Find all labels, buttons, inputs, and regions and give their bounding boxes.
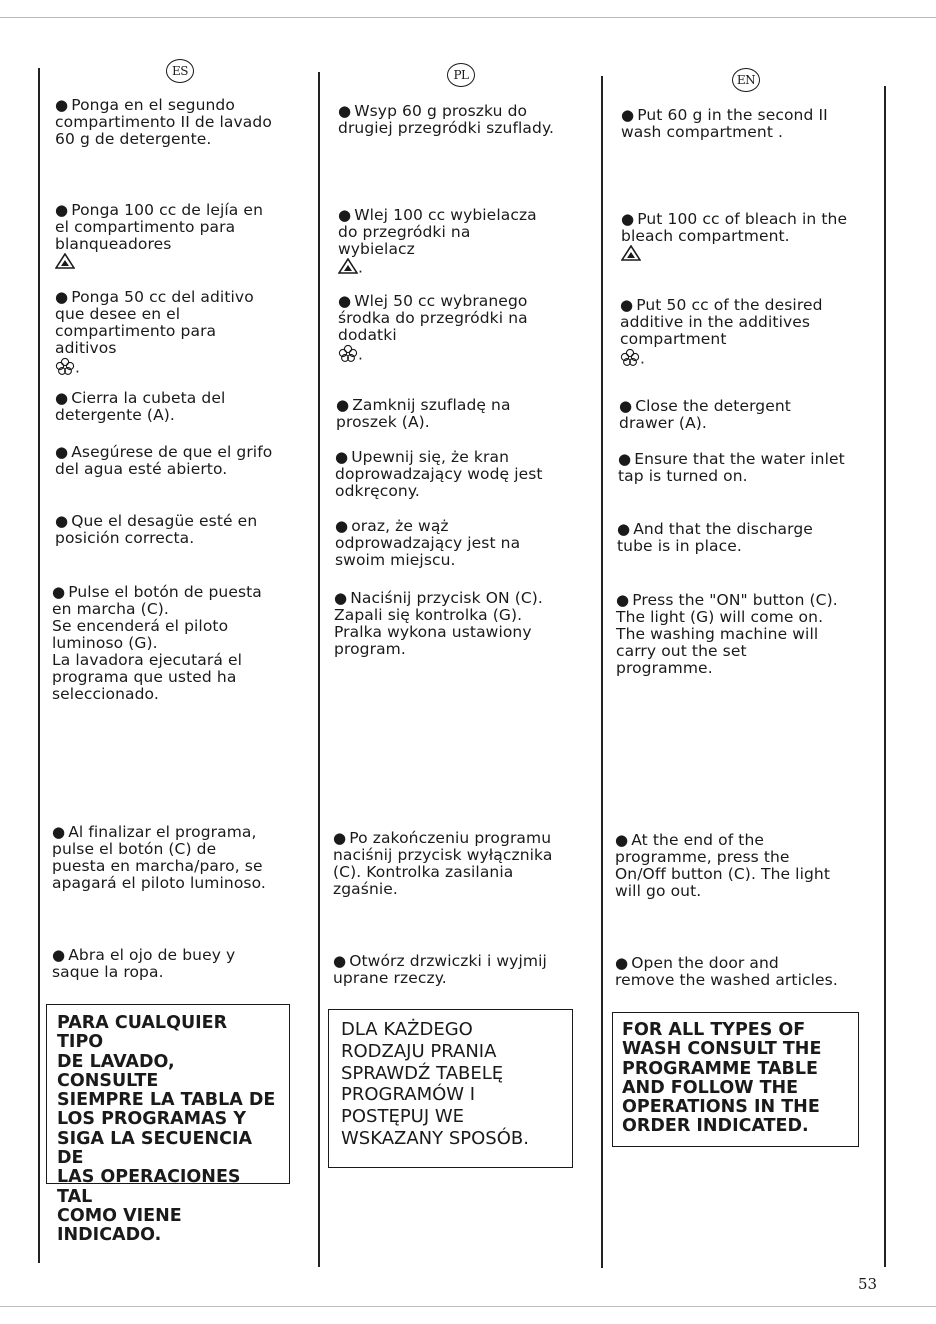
page-number: 53: [858, 1275, 878, 1293]
es-step-6: ● Que el desagüe esté en posición correcta.: [55, 512, 258, 547]
pl-step-1: ● Wsyp 60 g proszku do drugiej przegródki szuflady.: [338, 102, 555, 137]
en-step-3: ● Put 50 cc of the desired additive in the additives compartment .: [620, 297, 823, 370]
bullet-icon: ●: [616, 591, 630, 609]
es-step-2: ● Ponga 100 cc de lejía en el compartimento para blanqueadores: [55, 202, 263, 273]
bullet-icon: ●: [615, 954, 629, 972]
bullet-icon: ●: [55, 201, 69, 219]
bullet-icon: ●: [55, 512, 69, 530]
bleach-warning-icon: [55, 253, 75, 273]
pl-notice-box: DLA KAŻDEGO RODZAJU PRANIA SPRAWDŹ TABELĘ PROGRAMÓW I POSTĘPUJ WE WSKAZANY SPOSÓB.: [328, 1009, 573, 1168]
bullet-icon: ●: [335, 517, 349, 535]
en-step-1: ● Put 60 g in the second II wash compartment .: [621, 106, 828, 141]
es-step-7: ● Pulse el botón de puesta en marcha (C). Se encenderá el piloto luminoso (G). La lavadora ejecutará el programa que usted ha seleccionado.: [52, 583, 262, 703]
bullet-icon: ●: [55, 389, 69, 407]
bullet-icon: ●: [333, 829, 347, 847]
bullet-icon: ●: [55, 443, 69, 461]
pl-step-4: ● Zamknij szufladę na proszek (A).: [336, 396, 511, 431]
language-badge-pl: PL: [447, 63, 475, 87]
bullet-icon: ●: [338, 102, 352, 120]
column-rule-en: [601, 76, 603, 1268]
column-rule-pl: [318, 72, 320, 1267]
es-notice-box: PARA CUALQUIER TIPO DE LAVADO, CONSULTE SIEMPRE LA TABLA DE LOS PROGRAMAS Y SIGA LA SECUENCIA DE LAS OPERACIONES TAL COMO VIENE INDICADO.: [46, 1004, 290, 1184]
bullet-icon: ●: [621, 210, 635, 228]
column-rule-right: [884, 86, 886, 1267]
bullet-icon: ●: [52, 946, 66, 964]
bullet-icon: ●: [338, 206, 352, 224]
bleach-warning-icon: [338, 258, 358, 278]
bullet-icon: ●: [619, 397, 633, 415]
pl-step-6: ● oraz, że wąż odprowadzający jest na swoim miejscu.: [335, 517, 521, 569]
pl-step-9: ● Otwórz drzwiczki i wyjmij uprane rzeczy.: [333, 952, 547, 987]
bullet-icon: ●: [333, 952, 347, 970]
language-badge-es: ES: [166, 59, 194, 83]
pl-step-5: ● Upewnij się, że kran doprowadzający wodę jest odkręcony.: [335, 448, 543, 500]
flower-additive-icon: [55, 357, 75, 379]
en-notice-box: FOR ALL TYPES OF WASH CONSULT THE PROGRAMME TABLE AND FOLLOW THE OPERATIONS IN THE ORDER INDICATED.: [612, 1012, 859, 1147]
en-step-4: ● Close the detergent drawer (A).: [619, 397, 791, 432]
pl-step-8: ● Po zakończeniu programu naciśnij przycisk wyłącznika (C). Kontrolka zasilania zgaśnie.: [333, 829, 553, 898]
es-step-1: ● Ponga en el segundo compartimento II de lavado 60 g de detergente.: [55, 96, 272, 148]
pl-step-2: ● Wlej 100 cc wybielacza do przegródki na wybielacz .: [338, 206, 537, 277]
bullet-icon: ●: [338, 292, 352, 310]
en-step-6: ● And that the discharge tube is in place.: [617, 520, 813, 555]
flower-additive-icon: [620, 348, 640, 370]
bullet-icon: ●: [336, 396, 350, 414]
es-step-5: ● Asegúrese de que el grifo del agua esté abierto.: [55, 443, 273, 478]
en-step-2: ● Put 100 cc of bleach in the bleach compartment.: [621, 211, 847, 265]
bullet-icon: ●: [55, 96, 69, 114]
top-edge-line: [0, 17, 936, 18]
bullet-icon: ●: [615, 831, 629, 849]
pl-step-3: ● Wlej 50 cc wybranego środka do przegródki na dodatki .: [338, 293, 528, 366]
bullet-icon: ●: [617, 520, 631, 538]
en-step-5: ● Ensure that the water inlet tap is turned on.: [618, 450, 845, 485]
bullet-icon: ●: [52, 583, 66, 601]
es-step-4: ● Cierra la cubeta del detergente (A).: [55, 389, 226, 424]
bleach-warning-icon: [621, 245, 641, 265]
en-step-9: ● Open the door and remove the washed articles.: [615, 954, 838, 989]
es-step-8: ● Al finalizar el programa, pulse el botón (C) de puesta en marcha/paro, se apagará el piloto luminoso.: [52, 823, 266, 892]
en-step-8: ● At the end of the programme, press the On/Off button (C). The light will go out.: [615, 831, 831, 900]
flower-additive-icon: [338, 344, 358, 366]
language-badge-en: EN: [732, 68, 760, 92]
bullet-icon: ●: [55, 288, 69, 306]
bullet-icon: ●: [621, 106, 635, 124]
bottom-edge-line: [0, 1306, 936, 1307]
bullet-icon: ●: [335, 448, 349, 466]
pl-step-7: ● Naciśnij przycisk ON (C). Zapali się kontrolka (G). Pralka wykona ustawiony program.: [334, 589, 543, 658]
column-rule-es: [38, 68, 40, 1263]
bullet-icon: ●: [618, 450, 632, 468]
es-step-3: ● Ponga 50 cc del aditivo que desee en el compartimento para aditivos .: [55, 289, 254, 379]
en-step-7: ● Press the "ON" button (C). The light (G) will come on. The washing machine will carry out the set programme.: [616, 591, 838, 677]
es-step-9: ● Abra el ojo de buey y saque la ropa.: [52, 946, 236, 981]
bullet-icon: ●: [620, 296, 634, 314]
bullet-icon: ●: [334, 589, 348, 607]
bullet-icon: ●: [52, 823, 66, 841]
